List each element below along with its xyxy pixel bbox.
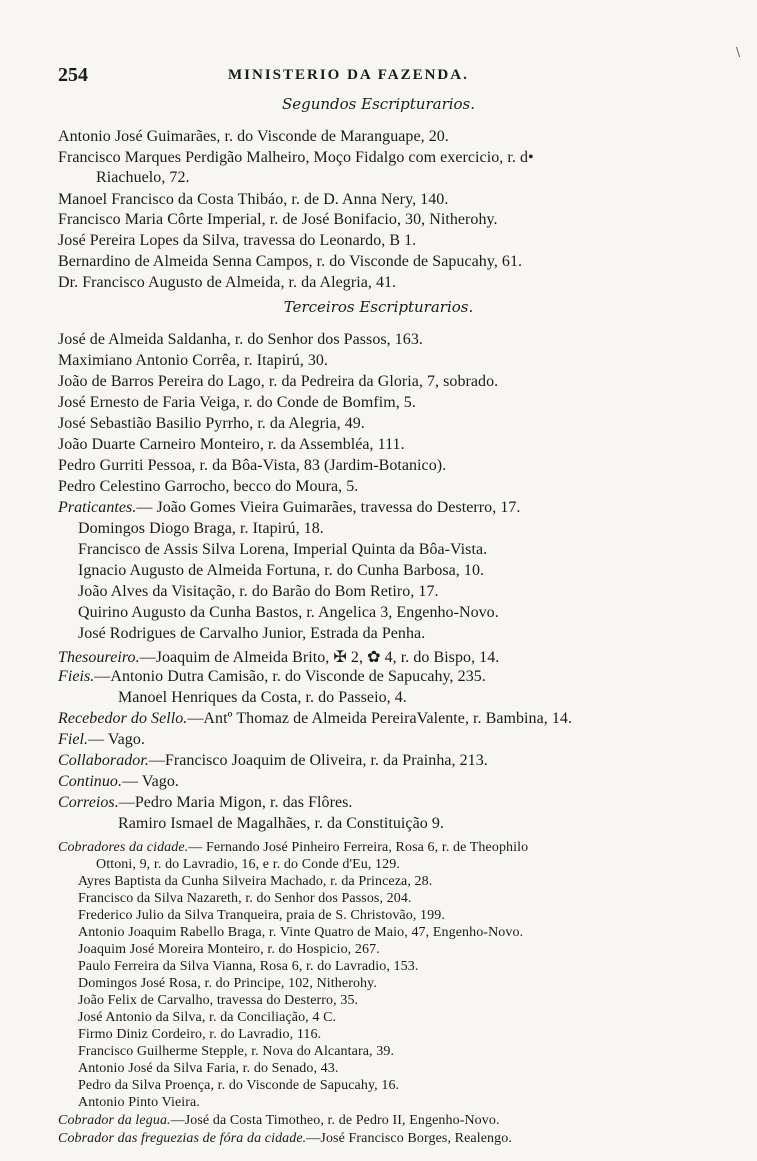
entry-line: Joaquim José Moreira Monteiro, r. do Hospicio, 267. [78, 942, 380, 957]
correios-label: Correios. [58, 794, 119, 811]
entry-line: Francisco de Assis Silva Lorena, Imperial Quinta da Bôa-Vista. [78, 541, 488, 558]
entry-line: Francisco Marques Perdigão Malheiro, Moço Fidalgo com exercicio, r. d• [58, 149, 534, 166]
entry-line: Firmo Diniz Cordeiro, r. do Lavradio, 116. [78, 1027, 322, 1042]
entry-line: José de Almeida Saldanha, r. do Senhor dos Passos, 163. [58, 331, 423, 348]
fieis-label: Fieis. [58, 668, 95, 685]
entry-line: Manoel Francisco da Costa Thibáo, r. de D. Anna Nery, 140. [58, 191, 449, 208]
fieis-entry [58, 668, 486, 686]
entry-line: Pedro da Silva Proença, r. do Visconde de Sapucahy, 16. [78, 1078, 400, 1093]
fiel-label: Fiel. [58, 731, 89, 748]
page-header [58, 64, 698, 88]
entry-line: Francisco da Silva Nazareth, r. do Senhor dos Passos, 204. [78, 891, 412, 906]
recebedor-text: —Antº Thomaz de Almeida PereiraValente, r. Bambina, 14. [187, 710, 573, 727]
entry-line: João Felix de Carvalho, travessa do Desterro, 35. [78, 993, 359, 1008]
cobradores-label: Cobradores da cidade. [58, 840, 189, 855]
section-title-terceiros: Terceiros Escripturarios. [283, 298, 474, 316]
fiel-text: — Vago. [88, 731, 145, 748]
correios-entry [58, 794, 352, 812]
entry-line: Antonio José Guimarães, r. do Visconde de Maranguape, 20. [58, 128, 449, 145]
fieis-text: —Antonio Dutra Camisão, r. do Visconde de Sapucahy, 235. [94, 668, 486, 685]
entry-line: Quirino Augusto da Cunha Bastos, r. Angelica 3, Engenho-Novo. [78, 604, 499, 621]
continuo-entry [58, 773, 179, 791]
page-number: 254 [58, 64, 88, 86]
cobrador-legua-label: Cobrador da legua. [58, 1113, 171, 1128]
entry-line: Manoel Henriques da Costa, r. do Passeio, 4. [118, 689, 407, 706]
entry-line: Ignacio Augusto de Almeida Fortuna, r. do Cunha Barbosa, 10. [78, 562, 485, 579]
entry-line: Domingos José Rosa, r. do Principe, 102, Nitherohy. [78, 976, 377, 991]
cobrador-fora-label: Cobrador das freguezias de fóra da cidade. [58, 1131, 307, 1146]
collaborador-text: —Francisco Joaquim de Oliveira, r. da Prainha, 213. [148, 752, 488, 769]
correios-text: —Pedro Maria Migon, r. das Flôres. [118, 794, 353, 811]
entry-line: Pedro Gurriti Pessoa, r. da Bôa-Vista, 83 (Jardim-Botanico). [58, 457, 447, 474]
entry-line: José Ernesto de Faria Veiga, r. do Conde de Bomfim, 5. [58, 394, 416, 411]
fiel-entry [58, 731, 145, 749]
recebedor-entry [58, 710, 572, 728]
cobradores-entry [58, 840, 528, 856]
entry-line: Maximiano Antonio Corrêa, r. Itapirú, 30. [58, 352, 329, 369]
praticantes-entry [58, 499, 520, 517]
thesoureiro-text: —Joaquim de Almeida Brito, ✠ 2, ✿ 4, r. do Bispo, 14. [139, 649, 500, 666]
thesoureiro-label: Thesoureiro. [58, 649, 140, 666]
entry-line: José Sebastião Basilio Pyrrho, r. da Alegria, 49. [58, 415, 365, 432]
entry-line: José Pereira Lopes da Silva, travessa do Leonardo, B 1. [58, 232, 417, 249]
cobrador-fora-entry [58, 1131, 512, 1147]
cobrador-legua-entry [58, 1113, 500, 1129]
entry-line: Antonio José da Silva Faria, r. do Senado, 43. [78, 1061, 339, 1076]
entry-line: Bernardino de Almeida Senna Campos, r. do Visconde de Sapucahy, 61. [58, 253, 523, 270]
entry-line: Francisco Guilherme Stepple, r. Nova do Alcantara, 39. [78, 1044, 395, 1059]
entry-line: João de Barros Pereira do Lago, r. da Pedreira da Gloria, 7, sobrado. [58, 373, 499, 390]
entry-line: Ayres Baptista da Cunha Silveira Machado, r. da Princeza, 28. [78, 874, 433, 889]
entry-line: Antonio Joaquim Rabello Braga, r. Vinte Quatro de Maio, 47, Engenho-Novo. [78, 925, 524, 940]
entry-line: Francisco Maria Côrte Imperial, r. de José Bonifacio, 30, Nitherohy. [58, 211, 498, 228]
continuo-text: — Vago. [122, 773, 179, 790]
entry-line: Riachuelo, 72. [96, 169, 190, 186]
praticantes-label: Praticantes. [58, 499, 137, 516]
collaborador-label: Collaborador. [58, 752, 149, 769]
recebedor-label: Recebedor do Sello. [58, 710, 188, 727]
cobradores-first: — Fernando José Pinheiro Ferreira, Rosa 6, r. de Theophilo [188, 840, 529, 855]
margin-mark: \ [736, 45, 741, 59]
entry-line: Domingos Diogo Braga, r. Itapirú, 18. [78, 520, 324, 537]
entry-line: Dr. Francisco Augusto de Almeida, r. da Alegria, 41. [58, 274, 397, 291]
entry-line: Ramiro Ismael de Magalhães, r. da Constituição 9. [118, 815, 444, 832]
continuo-label: Continuo. [58, 773, 123, 790]
entry-line: João Duarte Carneiro Monteiro, r. da Assembléa, 111. [58, 436, 405, 453]
cobrador-fora-text: —José Francisco Borges, Realengo. [306, 1131, 512, 1146]
section-title-segundos: Segundos Escripturarios. [281, 95, 476, 113]
entry-line: Paulo Ferreira da Silva Vianna, Rosa 6, r. do Lavradio, 153. [78, 959, 419, 974]
cobrador-legua-text: —José da Costa Timotheo, r. de Pedro II, Engenho-Novo. [170, 1113, 500, 1128]
thesoureiro-entry [58, 647, 499, 667]
collaborador-entry [58, 752, 488, 770]
entry-line: José Rodrigues de Carvalho Junior, Estrada da Penha. [78, 625, 426, 642]
entry-line: Pedro Celestino Garrocho, becco do Moura, 5. [58, 478, 359, 495]
entry-line: José Antonio da Silva, r. da Conciliação, 4 C. [78, 1010, 337, 1025]
page-title: MINISTERIO DA FAZENDA. [228, 67, 469, 83]
praticantes-first: — João Gomes Vieira Guimarães, travessa do Desterro, 17. [136, 499, 521, 516]
entry-line: João Alves da Visitação, r. do Barão do Bom Retiro, 17. [78, 583, 439, 600]
entry-line: Antonio Pinto Vieira. [78, 1095, 200, 1110]
entry-line: Ottoni, 9, r. do Lavradio, 16, e r. do Conde d'Eu, 129. [96, 857, 400, 872]
entry-line: Frederico Julio da Silva Tranqueira, praia de S. Christovão, 199. [78, 908, 445, 923]
